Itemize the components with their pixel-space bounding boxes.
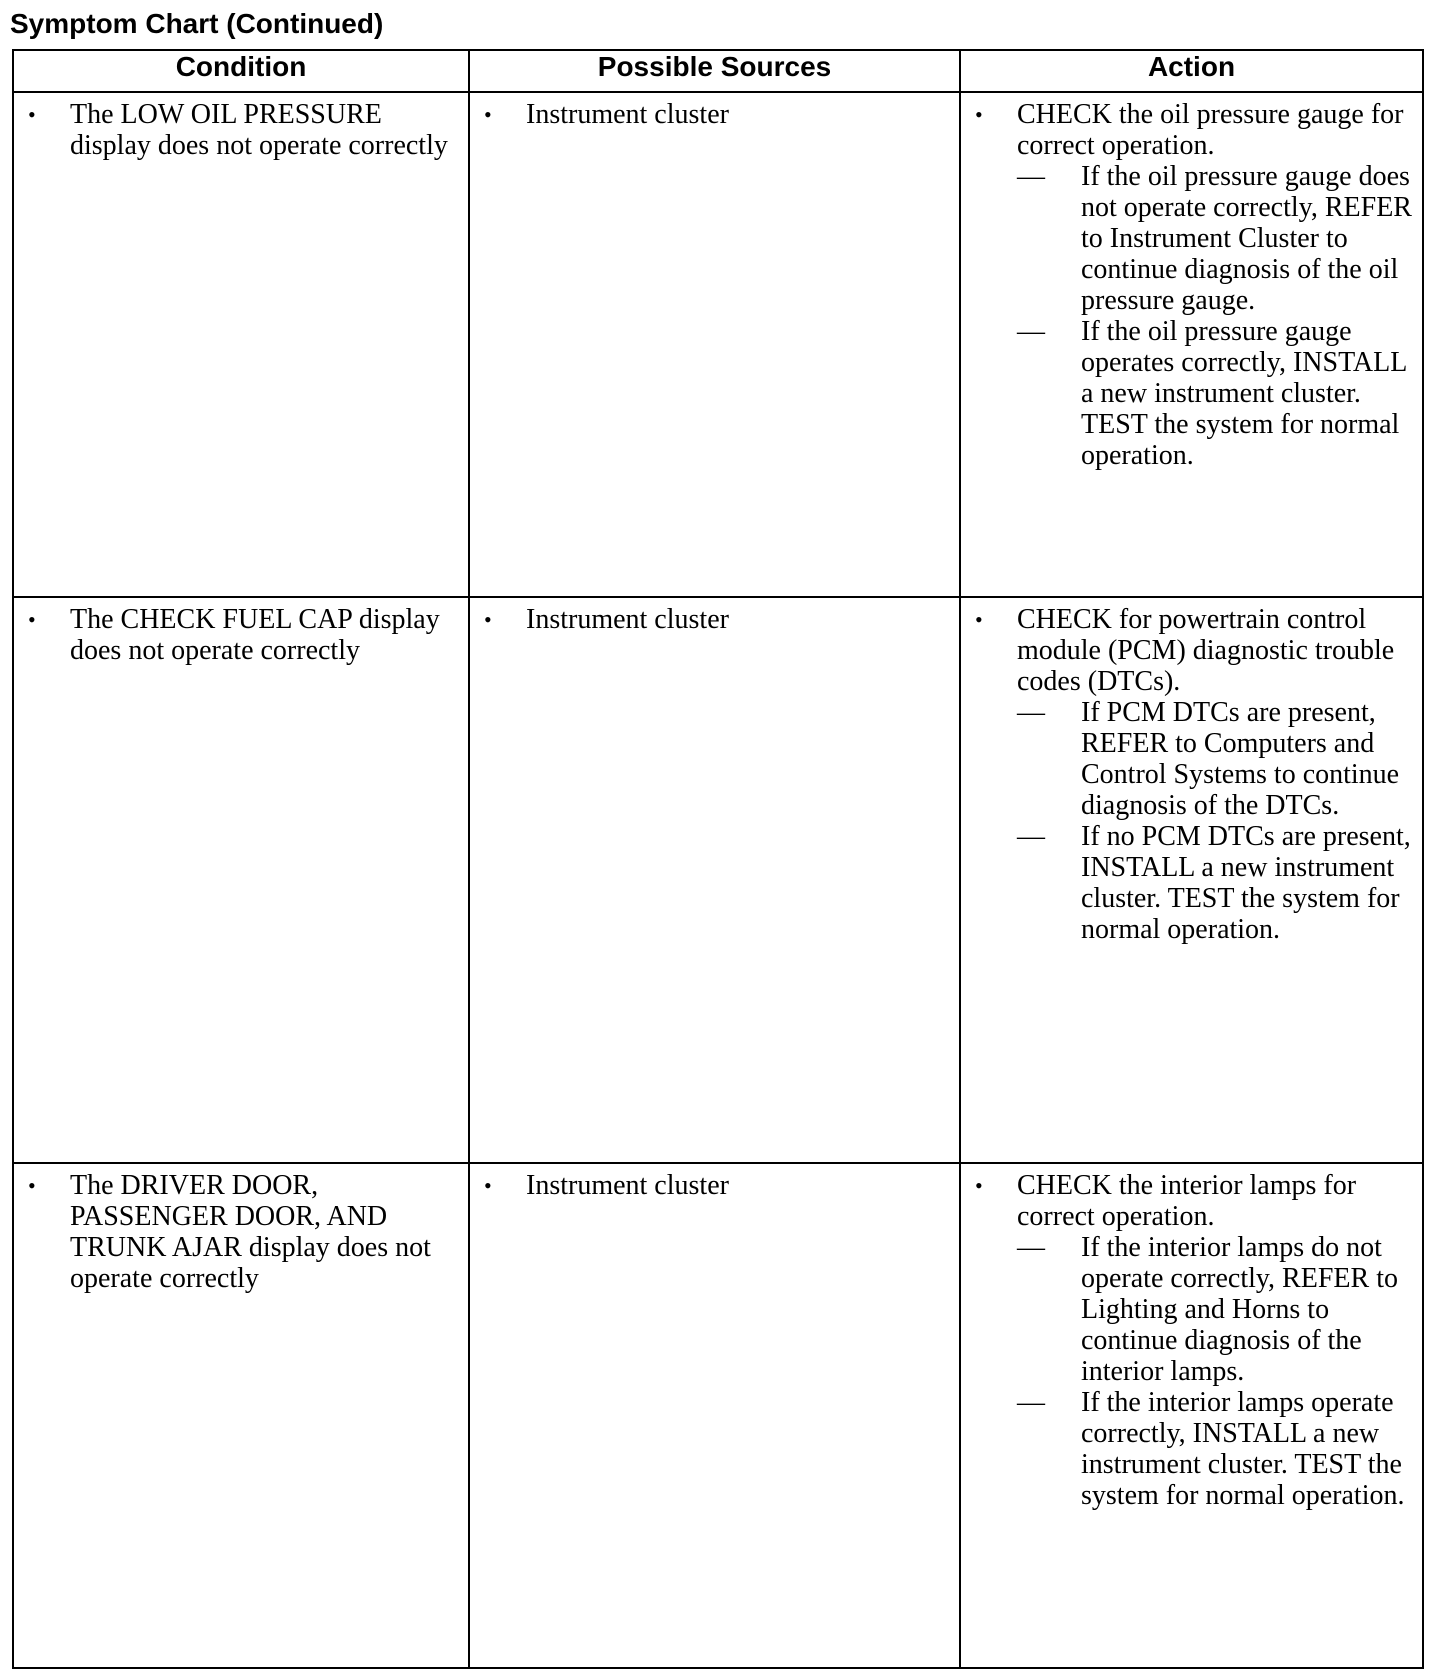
action-sub-item — [975, 1387, 1412, 1511]
action-sub-item — [975, 161, 1412, 316]
source-cell — [469, 597, 960, 1163]
sub-item-text: If the oil pressure gauge does not operate correctly, REFER to Instrument Cluster to continue diagnosis of the oil pressure gauge. — [1081, 161, 1412, 316]
table-row — [13, 92, 1423, 597]
source-cell — [469, 92, 960, 597]
dash-icon: — — [1017, 316, 1045, 347]
condition-text: The LOW OIL PRESSURE display does not operate correctly — [70, 99, 448, 161]
table-header-row — [13, 50, 1423, 92]
condition-bullet — [28, 604, 458, 666]
dash-icon: — — [1017, 1232, 1045, 1263]
dash-icon: — — [1017, 1387, 1045, 1418]
bullet-icon: • — [28, 607, 36, 632]
action-sub-item — [975, 697, 1412, 821]
condition-bullet — [28, 1170, 458, 1294]
action-text: CHECK for powertrain control module (PCM) diagnostic trouble codes (DTCs). — [1017, 604, 1395, 697]
bullet-icon: • — [975, 1173, 983, 1198]
action-bullet — [975, 604, 1412, 697]
condition-text: The CHECK FUEL CAP display does not operate correctly — [70, 604, 440, 666]
action-cell — [960, 1163, 1423, 1668]
table-row — [13, 597, 1423, 1163]
page-title: Symptom Chart (Continued) — [10, 8, 384, 39]
source-bullet — [484, 604, 949, 635]
bullet-icon: • — [28, 1173, 36, 1198]
bullet-icon: • — [28, 102, 36, 127]
bullet-icon: • — [484, 1173, 492, 1198]
bullet-icon: • — [975, 607, 983, 632]
sub-item-text: If no PCM DTCs are present, INSTALL a new instrument cluster. TEST the system for normal operation. — [1081, 821, 1411, 945]
source-cell — [469, 1163, 960, 1668]
source-bullet — [484, 1170, 949, 1201]
action-sub-item — [975, 316, 1412, 471]
action-cell — [960, 92, 1423, 597]
dash-icon: — — [1017, 161, 1045, 192]
column-header-condition: Condition — [13, 50, 469, 92]
source-bullet — [484, 99, 949, 130]
action-cell — [960, 597, 1423, 1163]
table-row — [13, 1163, 1423, 1668]
action-text: CHECK the interior lamps for correct operation. — [1017, 1170, 1357, 1232]
sub-item-text: If the oil pressure gauge operates correctly, INSTALL a new instrument cluster. TEST the system for normal operation. — [1081, 316, 1407, 471]
dash-icon: — — [1017, 697, 1045, 728]
condition-text: The DRIVER DOOR, PASSENGER DOOR, AND TRUNK AJAR display does not operate correctly — [70, 1170, 431, 1294]
condition-cell — [13, 92, 469, 597]
sub-item-text: If the interior lamps do not operate correctly, REFER to Lighting and Horns to continue diagnosis of the interior lamps. — [1081, 1232, 1398, 1387]
action-bullet — [975, 99, 1412, 161]
condition-cell — [13, 1163, 469, 1668]
column-header-possible-sources: Possible Sources — [469, 50, 960, 92]
action-sub-item — [975, 1232, 1412, 1387]
condition-bullet — [28, 99, 458, 161]
bullet-icon: • — [484, 607, 492, 632]
source-text: Instrument cluster — [526, 1170, 729, 1201]
symptom-chart-table — [12, 49, 1424, 1669]
dash-icon: — — [1017, 821, 1045, 852]
bullet-icon: • — [484, 102, 492, 127]
column-header-action: Action — [960, 50, 1423, 92]
action-sub-item — [975, 821, 1412, 945]
condition-cell — [13, 597, 469, 1163]
sub-item-text: If the interior lamps operate correctly, INSTALL a new instrument cluster. TEST the system for normal operation. — [1081, 1387, 1405, 1511]
action-bullet — [975, 1170, 1412, 1232]
sub-item-text: If PCM DTCs are present, REFER to Computers and Control Systems to continue diagnosis of the DTCs. — [1081, 697, 1400, 821]
bullet-icon: • — [975, 102, 983, 127]
source-text: Instrument cluster — [526, 604, 729, 635]
source-text: Instrument cluster — [526, 99, 729, 130]
action-text: CHECK the oil pressure gauge for correct operation. — [1017, 99, 1404, 161]
